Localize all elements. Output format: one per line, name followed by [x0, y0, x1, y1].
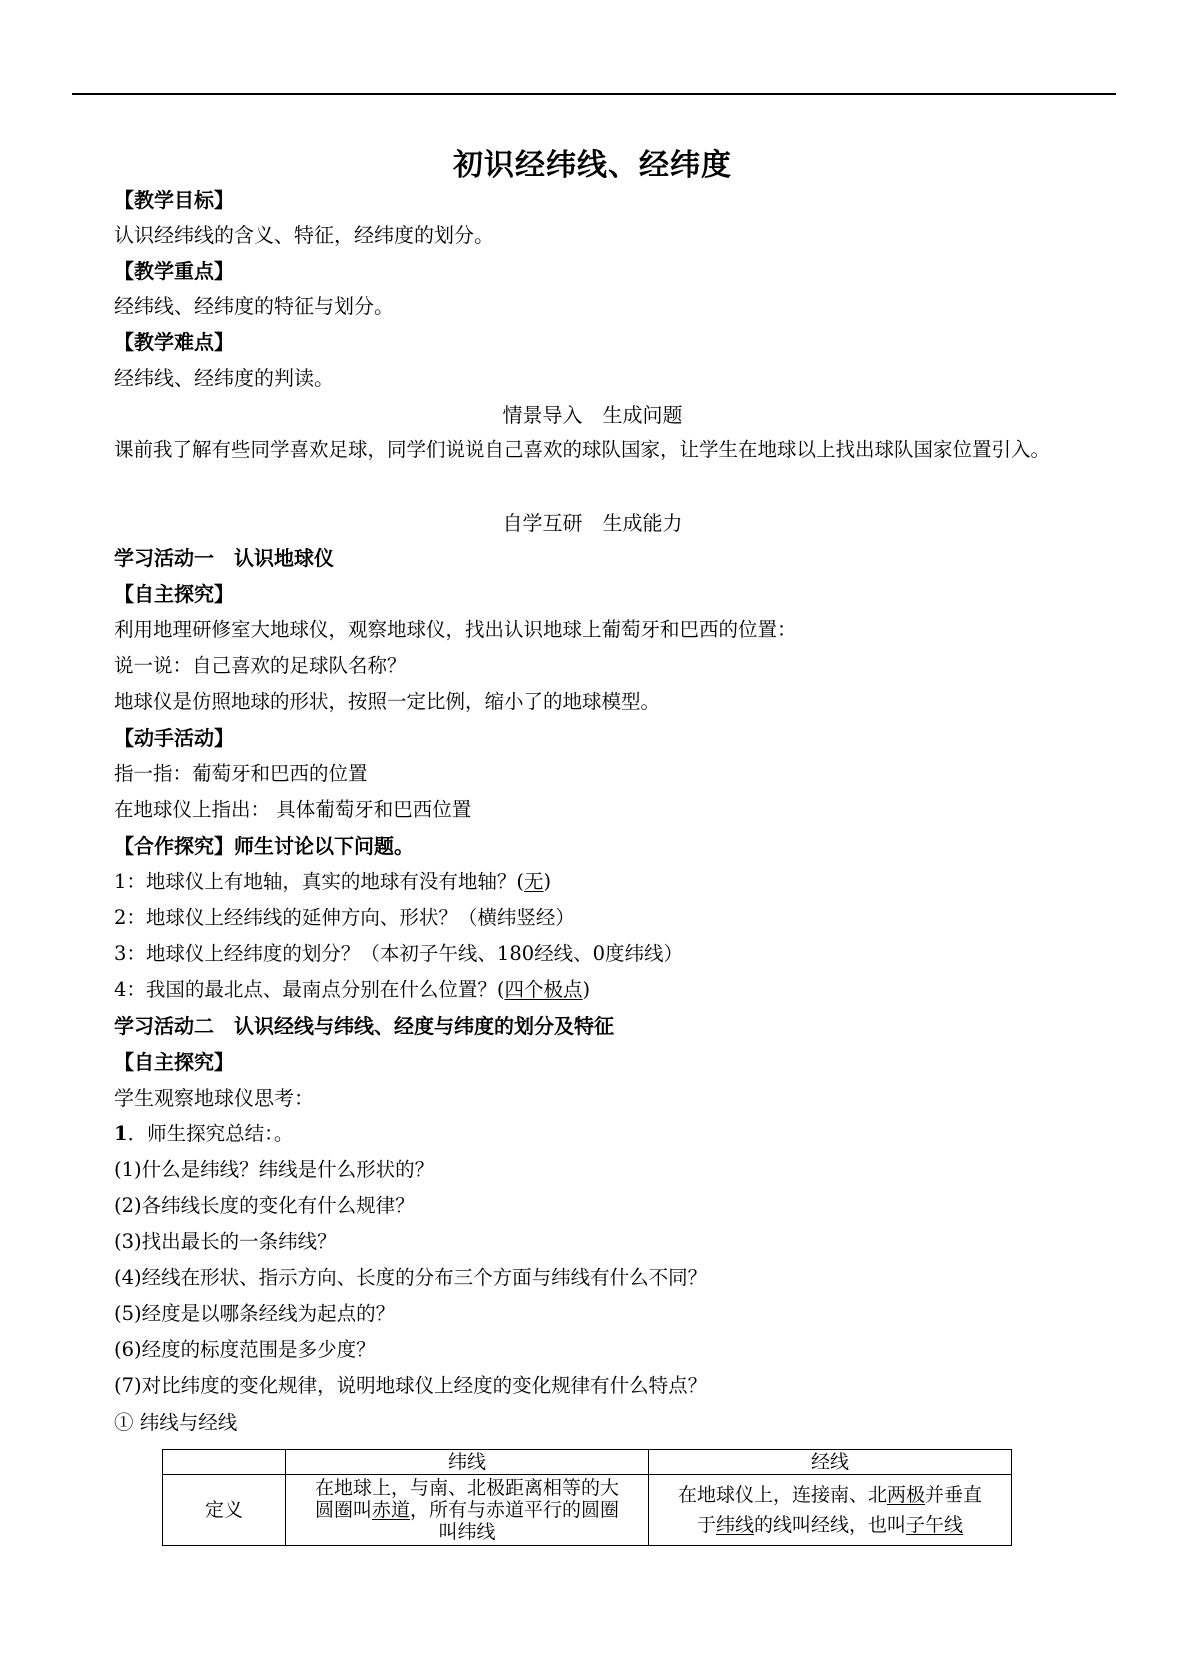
lat-def-line-3: 叫纬线 [438, 1521, 496, 1543]
q4-prefix: 4：我国的最北点、最南点分别在什么位置？( [114, 978, 505, 1001]
lon-def-line-2 [657, 1510, 1003, 1540]
q1-answer: 无 [524, 870, 544, 893]
lon-def-text: 于 [696, 1514, 716, 1536]
list-item: (5)经度是以哪条经线为起点的？ [114, 1302, 396, 1325]
equator-term: 赤道 [371, 1499, 410, 1521]
lat-def-line-1: 在地球上，与南、北极距离相等的大 [314, 1477, 619, 1499]
list-item: (1)什么是纬线？纬线是什么形状的？ [114, 1158, 435, 1181]
compare-title: ① 纬线与经线 [114, 1411, 238, 1434]
goal-label: 【教学目标】 [114, 188, 234, 212]
header-rule [72, 93, 1116, 95]
lon-def-text: 并垂直 [925, 1484, 983, 1506]
intro-heading: 情景导入 生成问题 [502, 403, 683, 427]
lon-def-text: 的线叫经线，也叫 [754, 1514, 907, 1536]
hard-text: 经纬线、经纬度的判读。 [114, 366, 334, 390]
poles-term: 两极 [886, 1484, 925, 1506]
activity1-title: 学习活动一 认识地球仪 [114, 546, 334, 570]
q1-prefix: 1：地球仪上有地轴，真实的地球有没有地轴？( [114, 870, 525, 893]
latitude-definition [286, 1475, 649, 1546]
list-item: (6)经度的标度范围是多少度？ [114, 1338, 376, 1361]
self-explore-label-2: 【自主探究】 [114, 1050, 234, 1074]
q4-suffix: ) [582, 978, 591, 1001]
lat-def-line-2 [294, 1499, 640, 1521]
list-item: (3)找出最长的一条纬线？ [114, 1230, 337, 1253]
question-3: 3：地球仪上经纬度的划分？（本初子午线、180经线、0度纬线） [114, 942, 684, 965]
table-header-cell: 经线 [649, 1450, 1012, 1475]
observe-text: 学生观察地球仪思考： [114, 1086, 314, 1110]
globe-text: 地球仪是仿照地球的形状，按照一定比例，缩小了的地球模型。 [114, 690, 661, 713]
table-row [163, 1475, 1012, 1546]
table-header-row [163, 1450, 1012, 1475]
table-header-cell: 纬线 [286, 1450, 649, 1475]
explore-text: 利用地理研修室大地球仪，观察地球仪，找出认识地球上葡萄牙和巴西的位置： [114, 618, 797, 641]
list-item: (2)各纬线长度的变化有什么规律？ [114, 1194, 415, 1217]
point-globe-text: 在地球仪上指出： 具体葡萄牙和巴西位置 [114, 798, 472, 821]
goal-text: 认识经纬线的含义、特征，经纬度的划分。 [114, 223, 494, 247]
question-2: 2：地球仪上经纬线的延伸方向、形状？（横纬竖经） [114, 906, 575, 929]
lon-def-text: 在地球仪上，连接南、北 [677, 1484, 887, 1506]
row-label-definition: 定义 [163, 1475, 286, 1546]
q4-answer: 四个极点 [504, 978, 583, 1001]
summary-number: 1 [114, 1122, 128, 1145]
intro-text: 课前我了解有些同学喜欢足球，同学们说说自己喜欢的球队国家，让学生在地球以上找出球队国家位置引入。 [114, 438, 1051, 461]
table-header-cell [163, 1450, 286, 1475]
summary-line [114, 1117, 293, 1151]
lat-def-text: 圆圈叫 [314, 1499, 372, 1521]
key-label: 【教学重点】 [114, 259, 234, 283]
question-1 [114, 865, 551, 899]
activity2-title: 学习活动二 认识经线与纬线、经度与纬度的划分及特征 [114, 1014, 614, 1038]
point-text: 指一指：葡萄牙和巴西的位置 [114, 762, 368, 785]
lat-def-text: ，所有与赤道平行的圆圈 [410, 1499, 620, 1521]
longitude-definition [649, 1475, 1012, 1546]
latitude-term: 纬线 [715, 1514, 754, 1536]
list-item: (4)经线在形状、指示方向、长度的分布三个方面与纬线有什么不同？ [114, 1266, 708, 1289]
q1-suffix: ) [543, 870, 552, 893]
lon-def-line-1 [657, 1480, 1003, 1510]
hard-label: 【教学难点】 [114, 330, 234, 354]
comparison-table [162, 1449, 1012, 1546]
say-text: 说一说：自己喜欢的足球队名称？ [114, 654, 407, 677]
meridian-term: 子午线 [906, 1514, 964, 1536]
key-text: 经纬线、经纬度的特征与划分。 [114, 294, 394, 318]
list-item: (7)对比纬度的变化规律，说明地球仪上经度的变化规律有什么特点？ [114, 1374, 708, 1397]
page-title: 初识经纬线、经纬度 [453, 148, 732, 183]
question-4 [114, 973, 590, 1007]
study-heading: 自学互研 生成能力 [502, 511, 683, 535]
summary-text: ．师生探究总结：。 [127, 1122, 294, 1145]
self-explore-label: 【自主探究】 [114, 582, 234, 606]
coop-label: 【合作探究】师生讨论以下问题。 [114, 834, 414, 858]
hands-label: 【动手活动】 [114, 726, 234, 750]
